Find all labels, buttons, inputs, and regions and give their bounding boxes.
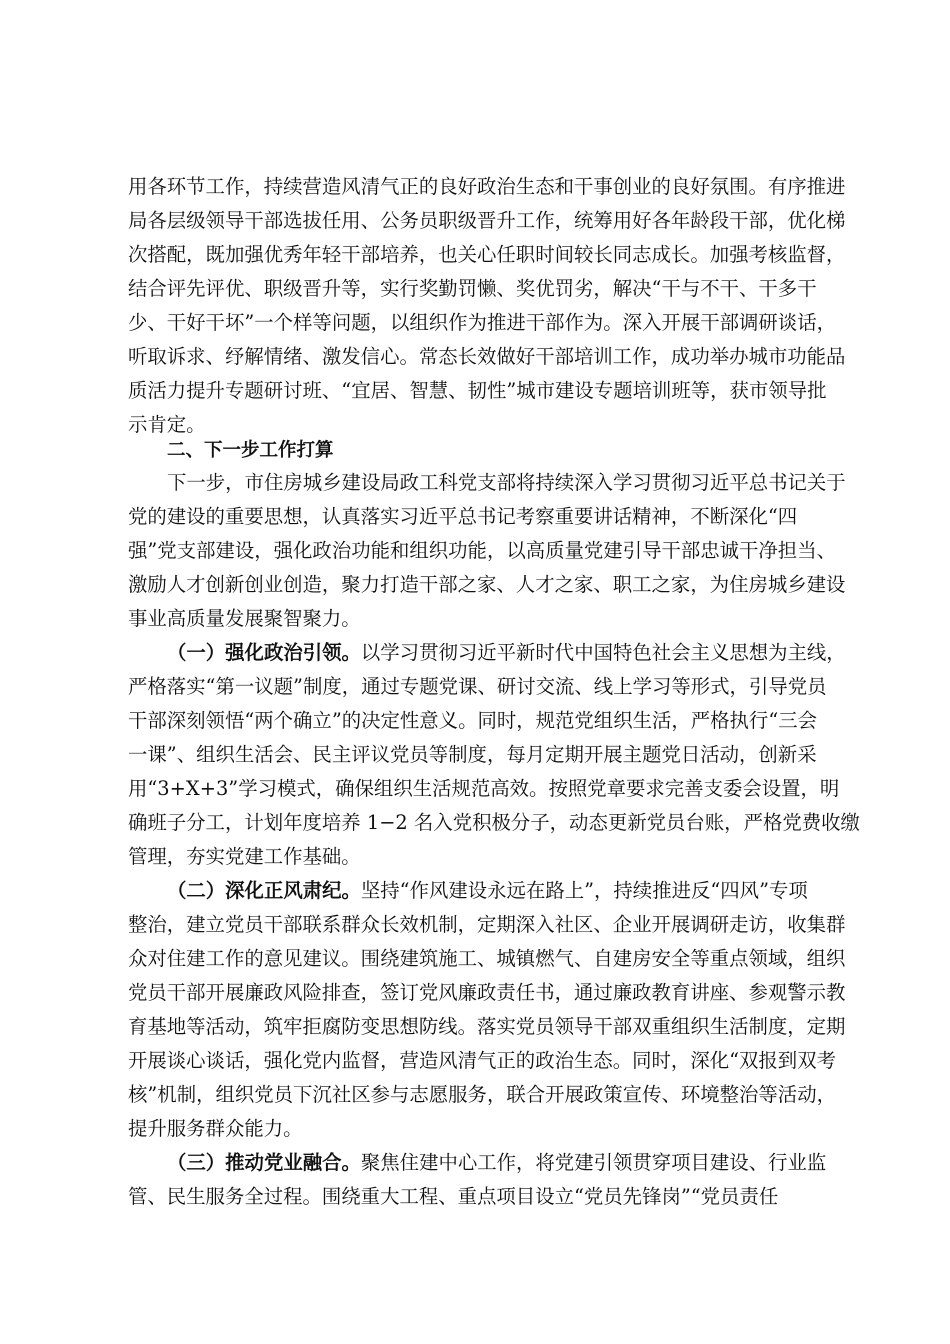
subsection-line: （一）强化政治引领。以学习贯彻习近平新时代中国特色社会主义思想为主线， <box>167 641 846 664</box>
body-line: 育基地等活动，筑牢拒腐防变思想防线。落实党员领导干部双重组织生活制度，定期 <box>128 1015 846 1038</box>
body-line: 示肯定。 <box>128 413 206 436</box>
body-line: 整治，建立党员干部联系群众长效机制，定期深入社区、企业开展调研走访，收集群 <box>128 913 846 936</box>
body-line: 众对住建工作的意见建议。围绕建筑施工、城镇燃气、自建房安全等重点领域，组织 <box>128 947 846 970</box>
body-line: 党员干部开展廉政风险排查，签订党风廉政责任书，通过廉政教育讲座、参观警示教 <box>128 981 846 1004</box>
body-line: 少、干好干坏”一个样等问题，以组织作为推进干部作为。深入开展干部调研谈话， <box>128 311 836 334</box>
body-line: 局各层级领导干部选拔任用、公务员职级晋升工作，统筹用好各年龄段干部，优化梯 <box>128 209 846 232</box>
body-line: 强”党支部建设，强化政治功能和组织功能，以高质量党建引导干部忠诚干净担当、 <box>128 539 836 562</box>
body-line: 开展谈心谈话，强化党内监督，营造风清气正的政治生态。同时，深化“双报到双考 <box>128 1049 836 1072</box>
body-line: 管理，夯实党建工作基础。 <box>128 845 361 868</box>
body-line: 质活力提升专题研讨班、“宜居、智慧、韧性”城市建设专题培训班等，获市领导批 <box>128 379 827 402</box>
body-line: 次搭配，既加强优秀年轻干部培养，也关心任职时间较长同志成长。加强考核监督， <box>128 243 846 266</box>
subsection-title: （一）强化政治引领。 <box>167 641 361 664</box>
body-line: 确班子分工，计划年度培养 1−2 名入党积极分子，动态更新党员台账，严格党费收缴 <box>128 811 860 834</box>
body-line: 干部深刻领悟“两个确立”的决定性意义。同时，规范党组织生活，严格执行“三会 <box>128 709 818 732</box>
subsection-title: （三）推动党业融合。 <box>167 1151 361 1174</box>
body-line: 用各环节工作，持续营造风清气正的良好政治生态和干事创业的良好氛围。有序推进 <box>128 175 846 198</box>
subsection-line: （二）深化正风肃纪。坚持“作风建设永远在路上”，持续推进反“四风”专项 <box>167 879 808 902</box>
body-line: 党的建设的重要思想，认真落实习近平总书记考察重要讲话精神，不断深化“四 <box>128 505 798 528</box>
body-line: 激励人才创新创业创造，聚力打造干部之家、人才之家、职工之家，为住房城乡建设 <box>128 573 846 596</box>
section-heading: 二、下一步工作打算 <box>167 440 334 461</box>
body-line: 下一步，市住房城乡建设局政工科党支部将持续深入学习贯彻习近平总书记关于 <box>167 471 846 494</box>
body-line: 结合评先评优、职级晋升等，实行奖勤罚懒、奖优罚劣，解决“干与不干、干多干 <box>128 277 817 300</box>
subsection-title: （二）深化正风肃纪。 <box>167 879 361 902</box>
body-line: 核”机制，组织党员下沉社区参与志愿服务，联合开展政策宣传、环境整治等活动， <box>128 1083 836 1106</box>
subsection-line: （三）推动党业融合。聚焦住建中心工作，将党建引领贯穿项目建设、行业监 <box>167 1151 827 1174</box>
body-line: 一课”、组织生活会、民主评议党员等制度，每月定期开展主题党日活动，创新采 <box>128 743 817 766</box>
body-line: 提升服务群众能力。 <box>128 1117 303 1140</box>
body-line: 用“3+X+3”学习模式，确保组织生活规范高效。按照党章要求完善支委会设置，明 <box>128 777 840 800</box>
body-line: 管、民生服务全过程。围绕重大工程、重点项目设立“党员先锋岗”“党员责任 <box>128 1185 779 1208</box>
body-line: 事业高质量发展聚智聚力。 <box>128 607 361 630</box>
body-line: 严格落实“第一议题”制度，通过专题党课、研讨交流、线上学习等形式，引导党员 <box>128 675 827 698</box>
body-line: 听取诉求、纾解情绪、激发信心。常态长效做好干部培训工作，成功举办城市功能品 <box>128 345 846 368</box>
